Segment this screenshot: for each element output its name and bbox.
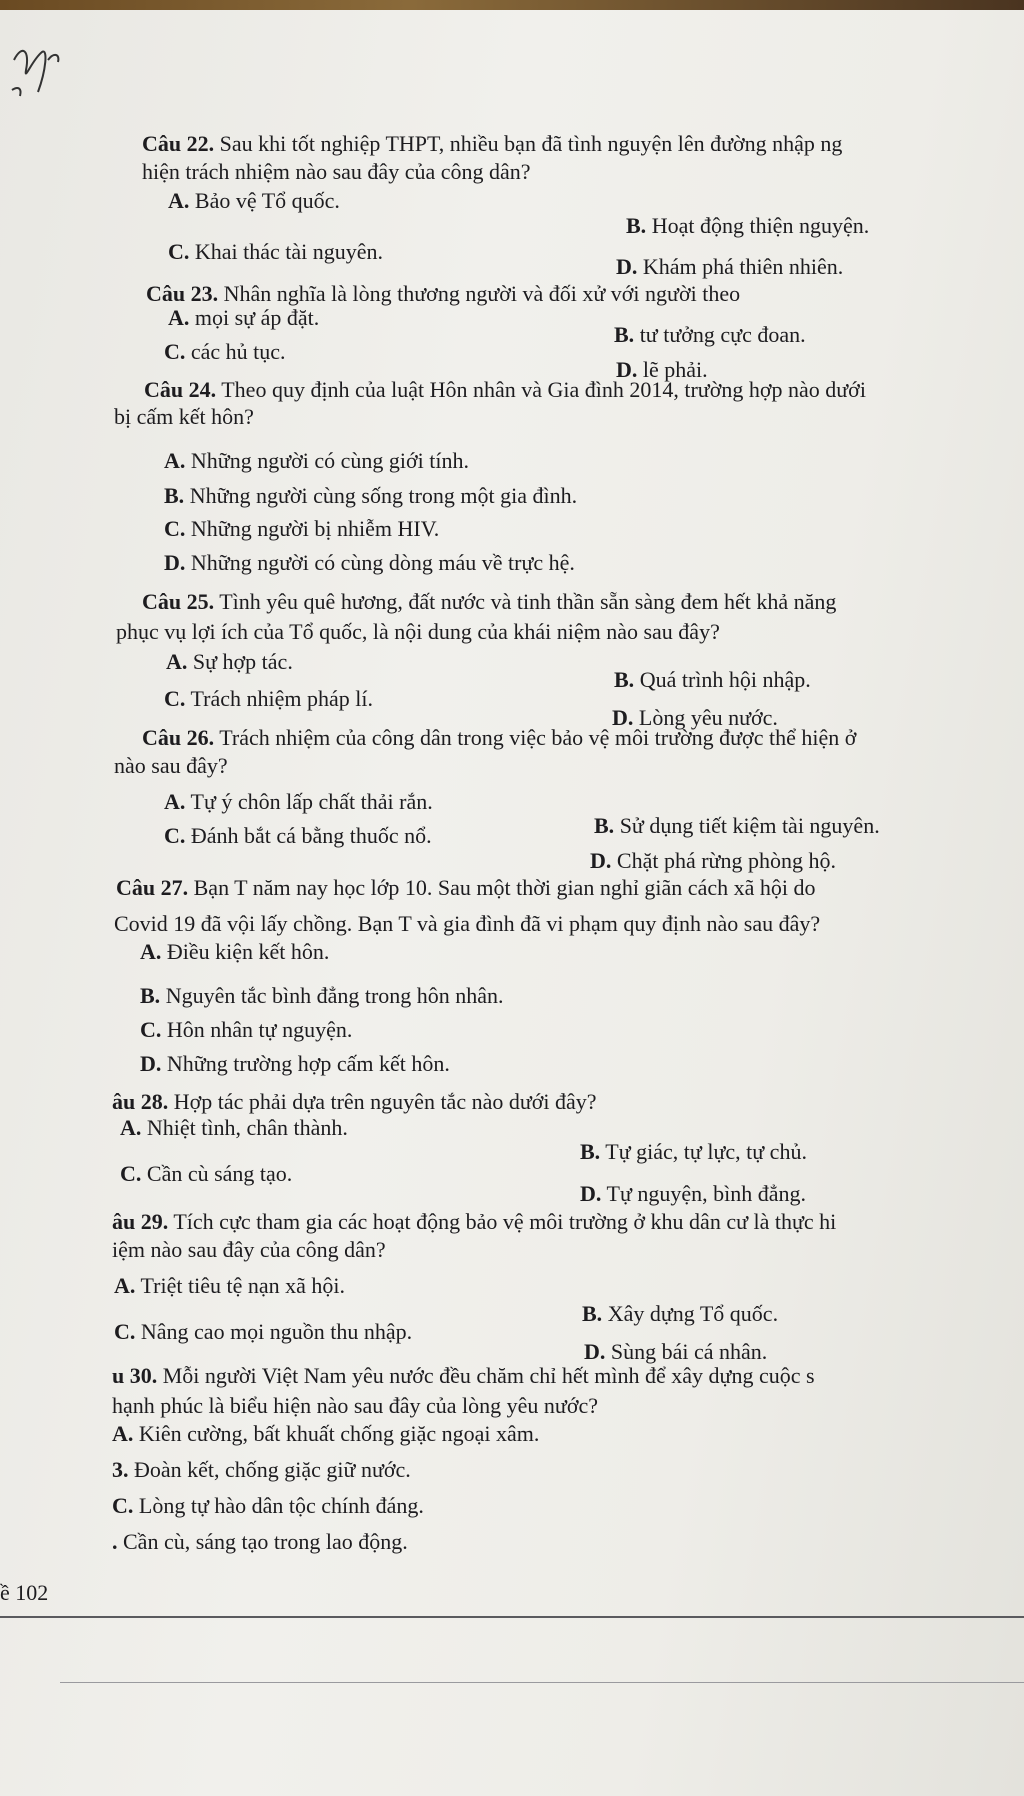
question-26-option-b[interactable]: B. Sử dụng tiết kiệm tài nguyên.: [594, 813, 880, 838]
question-22-line-2: hiện trách nhiệm nào sau đây của công dân?: [142, 159, 531, 184]
question-22-option-d[interactable]: D. Khám phá thiên nhiên.: [616, 254, 844, 279]
question-23-option-b[interactable]: B. tư tưởng cực đoan.: [614, 322, 806, 347]
question-28-option-a[interactable]: A. Nhiệt tình, chân thành.: [120, 1115, 348, 1140]
question-24-line-1: Câu 24. Theo quy định của luật Hôn nhân và Gia đình 2014, trường hợp nào dưới: [144, 377, 866, 402]
question-25-option-b[interactable]: B. Quá trình hội nhập.: [614, 667, 811, 692]
question-26-option-a[interactable]: A. Tự ý chôn lấp chất thải rắn.: [164, 789, 433, 814]
question-27-option-d[interactable]: D. Những trường hợp cấm kết hôn.: [140, 1051, 450, 1076]
table-edge: [0, 0, 1024, 10]
question-23-line-1: Câu 23. Nhân nghĩa là lòng thương người và đối xử với người theo: [146, 281, 741, 306]
question-24-option-d[interactable]: D. Những người có cùng dòng máu về trực hệ.: [164, 550, 575, 575]
question-29-option-d[interactable]: D. Sùng bái cá nhân.: [584, 1339, 768, 1364]
question-29-option-b[interactable]: B. Xây dựng Tổ quốc.: [582, 1301, 779, 1326]
question-28-line-1: âu 28. Hợp tác phải dựa trên nguyên tắc nào dưới đây?: [112, 1089, 597, 1114]
question-27-option-b[interactable]: B. Nguyên tắc bình đẳng trong hôn nhân.: [140, 983, 504, 1008]
question-29-option-c[interactable]: C. Nâng cao mọi nguồn thu nhập.: [114, 1319, 413, 1344]
question-29-option-a[interactable]: A. Triệt tiêu tệ nạn xã hội.: [114, 1273, 345, 1298]
question-27-option-a[interactable]: A. Điều kiện kết hôn.: [140, 939, 330, 964]
question-28-option-c[interactable]: C. Cần cù sáng tạo.: [120, 1161, 293, 1186]
question-23-option-d[interactable]: D. lẽ phải.: [616, 357, 708, 382]
question-22-line-1: Câu 22. Sau khi tốt nghiệp THPT, nhiều bạn đã tình nguyện lên đường nhập ng: [142, 131, 843, 156]
question-25-option-a[interactable]: A. Sự hợp tác.: [166, 649, 293, 674]
question-28-option-b[interactable]: B. Tự giác, tự lực, tự chủ.: [580, 1139, 807, 1164]
question-27-line-1: Câu 27. Bạn T năm nay học lớp 10. Sau một thời gian nghỉ giãn cách xã hội do: [116, 875, 816, 900]
question-22-option-b[interactable]: B. Hoạt động thiện nguyện.: [626, 213, 870, 238]
question-30-option-d[interactable]: . Cần cù, sáng tạo trong lao động.: [112, 1529, 408, 1554]
footer-divider: [0, 1616, 1024, 1618]
question-30-option-b[interactable]: 3. Đoàn kết, chống giặc giữ nước.: [112, 1457, 411, 1482]
question-24-option-a[interactable]: A. Những người có cùng giới tính.: [164, 448, 469, 473]
exam-code: ề 102: [0, 1580, 49, 1605]
question-23-option-c[interactable]: C. các hủ tục.: [164, 339, 286, 364]
question-23-option-a[interactable]: A. mọi sự áp đặt.: [168, 305, 320, 330]
question-30-line-2: hạnh phúc là biểu hiện nào sau đây của lòng yêu nước?: [112, 1393, 599, 1418]
question-25-option-d[interactable]: D. Lòng yêu nước.: [612, 705, 778, 730]
handwritten-mark-icon: [8, 30, 78, 110]
question-22-option-a[interactable]: A. Bảo vệ Tổ quốc.: [168, 188, 340, 213]
question-29-line-1: âu 29. Tích cực tham gia các hoạt động bảo vệ môi trường ở khu dân cư là thực hi: [112, 1209, 837, 1234]
question-25-line-2: phục vụ lợi ích của Tổ quốc, là nội dung của khái niệm nào sau đây?: [116, 619, 720, 644]
question-27-option-c[interactable]: C. Hôn nhân tự nguyện.: [140, 1017, 353, 1042]
question-26-line-2: nào sau đây?: [114, 753, 228, 778]
question-22-option-c[interactable]: C. Khai thác tài nguyên.: [168, 239, 384, 264]
question-26-option-d[interactable]: D. Chặt phá rừng phòng hộ.: [590, 848, 836, 873]
page-edge-line: [60, 1682, 1024, 1683]
question-30-option-a[interactable]: A. Kiên cường, bất khuất chống giặc ngoại xâm.: [112, 1421, 540, 1446]
question-30-option-c[interactable]: C. Lòng tự hào dân tộc chính đáng.: [112, 1493, 424, 1518]
question-24-option-b[interactable]: B. Những người cùng sống trong một gia đình.: [164, 483, 578, 508]
question-26-line-1: Câu 26. Trách nhiệm của công dân trong việc bảo vệ môi trường được thể hiện ở: [142, 725, 857, 750]
question-30-line-1: u 30. Mỗi người Việt Nam yêu nước đều chăm chỉ hết mình để xây dựng cuộc s: [112, 1363, 815, 1388]
question-29-line-2: iệm nào sau đây của công dân?: [112, 1237, 386, 1262]
question-27-line-2: Covid 19 đã vội lấy chồng. Bạn T và gia đình đã vi phạm quy định nào sau đây?: [114, 911, 821, 936]
question-25-option-c[interactable]: C. Trách nhiệm pháp lí.: [164, 686, 373, 711]
question-28-option-d[interactable]: D. Tự nguyện, bình đẳng.: [580, 1181, 807, 1206]
question-24-line-2: bị cấm kết hôn?: [114, 404, 254, 429]
question-26-option-c[interactable]: C. Đánh bắt cá bằng thuốc nổ.: [164, 823, 432, 848]
question-25-line-1: Câu 25. Tình yêu quê hương, đất nước và tinh thần sẵn sàng đem hết khả năng: [142, 589, 837, 614]
question-24-option-c[interactable]: C. Những người bị nhiễm HIV.: [164, 516, 440, 541]
